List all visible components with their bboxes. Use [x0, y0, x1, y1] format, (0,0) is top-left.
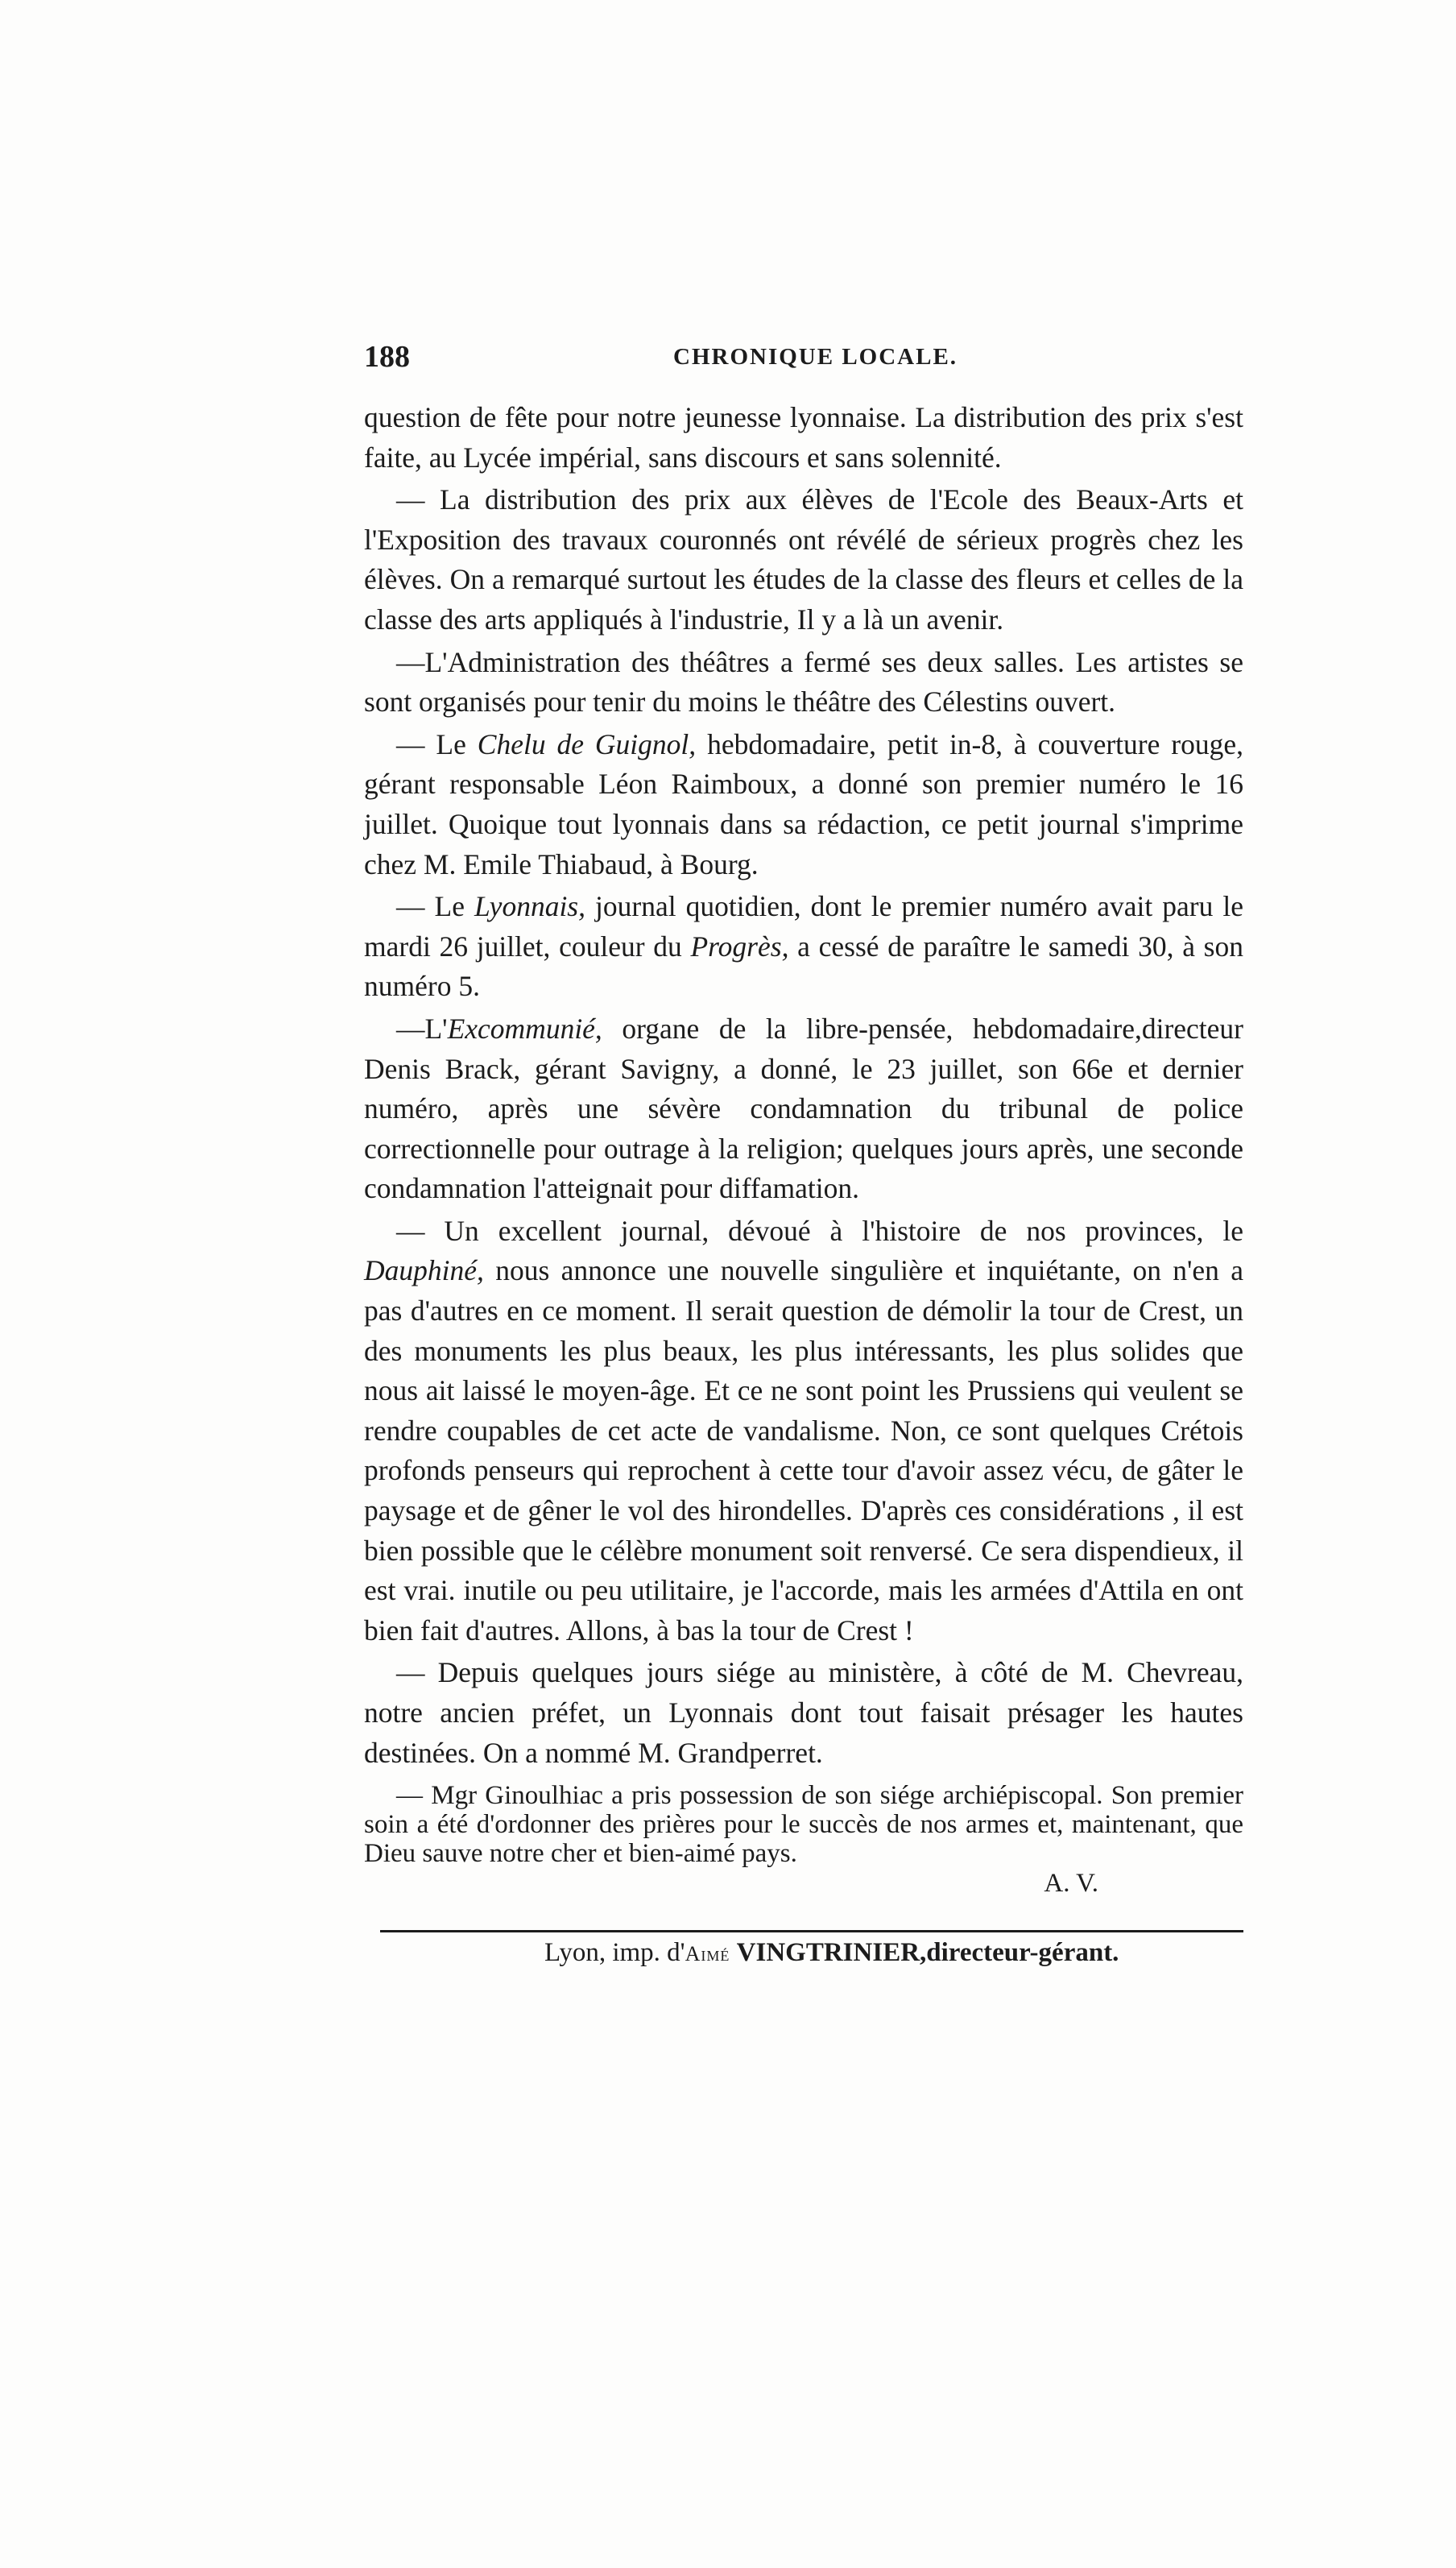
newspaper-title: Lyonnais,	[474, 890, 585, 923]
paragraph-chelu-de-guignol: — Le Chelu de Guignol, hebdomadaire, petit in-8, à couverture rouge, gérant responsable Léon Raimboux, a donné son premier numéro le 16 juillet. Quoique tout lyonnais dans sa rédaction, ce petit journal s'imprime chez M. Emile Thiabaud, à Bourg.	[364, 727, 1243, 880]
paragraph-ministere: — Depuis quelques jours siége au ministère, à côté de M. Chevreau, notre ancien préfet, un Lyonnais dont tout faisait présager les hautes destinées. On a nommé M. Grandperret.	[364, 1656, 1243, 1769]
newspaper-title: Excommunié,	[447, 1012, 602, 1045]
paragraph-mgr-ginoulhiac: — Mgr Ginoulhiac a pris possession de son siége archiépiscopal. Son premier soin a été d'ordonner des prières pour le succès de nos armes et, maintenant, que Dieu sauve notre cher et bien-aimé pays.	[364, 1781, 1243, 1869]
paragraph-theatres: —L'Administration des théâtres a fermé ses deux salles. Les artistes se sont organisés pour tenir du moins le théâtre des Célestins ouvert.	[364, 645, 1243, 719]
newspaper-title: Dauphiné,	[364, 1254, 484, 1287]
printer-surname: VINGTRINIER,directeur-gérant.	[736, 1938, 1119, 1967]
paragraph-lycee-prizes: question de fête pour notre jeunesse lyonnaise. La distribution des prix s'est faite, au Lycée impérial, sans discours et sans solennité.	[364, 401, 1243, 474]
printer-first-name: Aimé	[685, 1942, 730, 1965]
footer-rule	[380, 1930, 1243, 1932]
newspaper-title: Progrès,	[690, 930, 789, 963]
paragraph-excommunie: —L'Excommunié, organe de la libre-pensée, hebdomadaire,directeur Denis Brack, gérant Savigny, a donné, le 23 juillet, son 66e et dernier numéro, après une sévère condamnation du tribunal de police correctionnelle pour outrage à la religion; quelques jours après, une seconde condamnation l'atteignait pour diffamation.	[364, 1012, 1243, 1205]
chronicle-text	[364, 398, 1243, 1899]
author-signature: A. V.	[1044, 1869, 1098, 1899]
paragraph-beaux-arts: — La distribution des prix aux élèves de l'Ecole des Beaux-Arts et l'Exposition des travaux couronnés ont révélé de sérieux progrès chez les élèves. On a remarqué surtout les études de la classe des fleurs et celles de la classe des arts appliqués à l'industrie, Il y a là un avenir.	[364, 483, 1243, 636]
page-number: 188	[364, 340, 410, 374]
printer-imprint: Lyon, imp. d'Aimé VINGTRINIER,directeur-gérant.	[544, 1938, 1119, 1967]
paragraph-lyonnais: — Le Lyonnais, journal quotidien, dont le premier numéro avait paru le mardi 26 juillet, couleur du Progrès, a cessé de paraître le samedi 30, à son numéro 5.	[364, 890, 1243, 1003]
running-title: CHRONIQUE LOCALE.	[673, 344, 958, 370]
page-header	[364, 337, 1243, 377]
paragraph-tour-de-crest: — Un excellent journal, dévoué à l'histoire de nos provinces, le Dauphiné, nous annonce une nouvelle singulière et inquiétante, on n'en a pas d'autres en ce moment. Il serait question de démolir la tour de Crest, un des monuments les plus beaux, les plus intéressants, les plus solides que nous ait laissé le moyen-âge. Et ce ne sont point les Prussiens qui veulent se rendre coupables de cet acte de vandalisme. Non, ce sont quelques Crétois profonds penseurs qui reprochent à cette tour d'avoir assez vécu, de gâter le paysage et de gêner le vol des hirondelles. D'après ces considérations , il est bien possible que le célèbre monument soit renversé. Ce sera dispendieux, il est vrai. inutile ou peu utilitaire, je l'accorde, mais les armées d'Attila en ont bien fait d'autres. Allons, à bas la tour de Crest !	[364, 1214, 1243, 1646]
newspaper-title: Chelu de Guignol,	[477, 727, 697, 760]
